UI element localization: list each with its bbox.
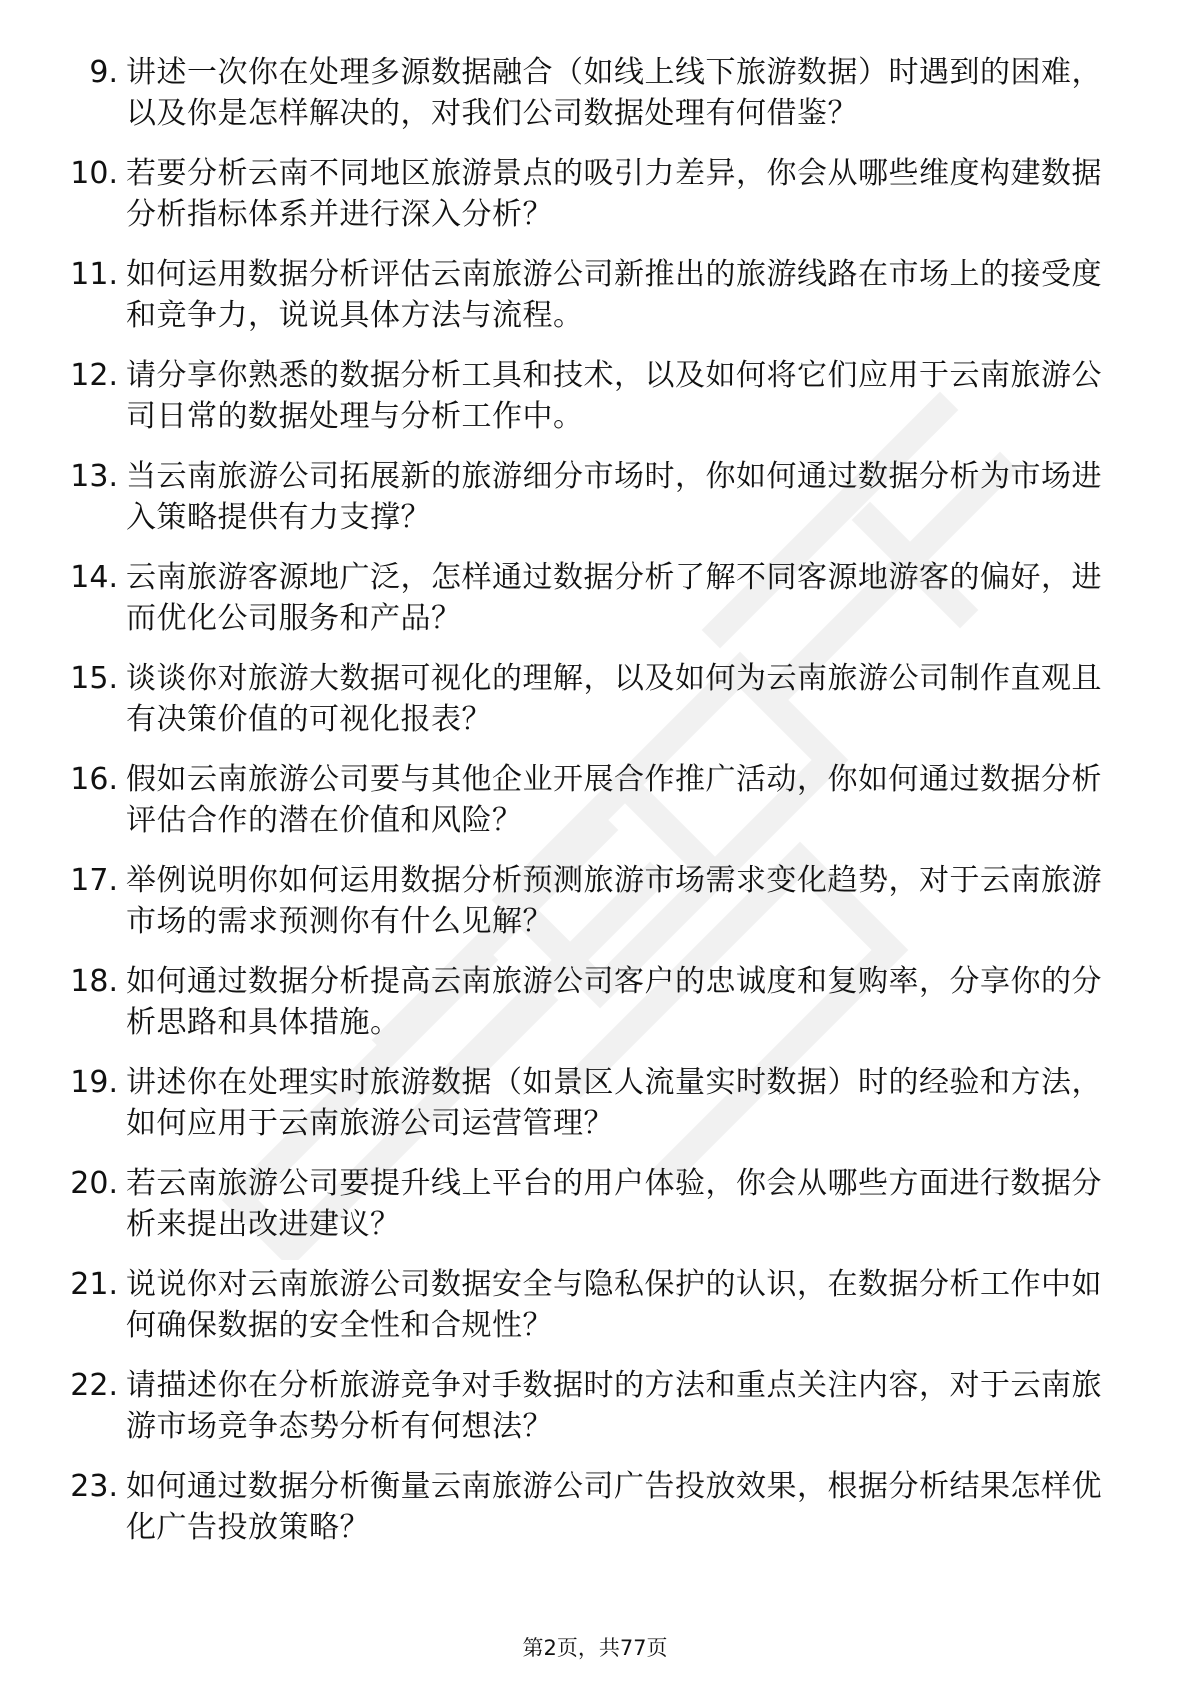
question-number: 21.: [70, 1267, 118, 1302]
question-number: 16.: [70, 762, 118, 797]
question-number: 19.: [70, 1065, 118, 1100]
page-footer: [0, 1634, 1190, 1662]
question-item: [60, 1365, 1120, 1466]
question-text: 举例说明你如何运用数据分析预测旅游市场需求变化趋势，对于云南旅游市场的需求预测你有什么见解？: [126, 863, 1102, 939]
question-list: [60, 52, 1120, 1567]
question-text: 讲述一次你在处理多源数据融合（如线上线下旅游数据）时遇到的困难，以及你是怎样解决的，对我们公司数据处理有何借鉴？: [126, 55, 1102, 131]
question-text: 如何通过数据分析衡量云南旅游公司广告投放效果，根据分析结果怎样优化广告投放策略？: [126, 1469, 1102, 1545]
question-text: 请描述你在分析旅游竞争对手数据时的方法和重点关注内容，对于云南旅游市场竞争态势分析有何想法？: [126, 1368, 1102, 1444]
question-number: 14.: [70, 560, 118, 595]
question-text: 若要分析云南不同地区旅游景点的吸引力差异，你会从哪些维度构建数据分析指标体系并进行深入分析？: [126, 156, 1102, 232]
question-item: [60, 961, 1120, 1062]
question-item: [60, 52, 1120, 153]
question-text: 当云南旅游公司拓展新的旅游细分市场时，你如何通过数据分析为市场进入策略提供有力支撑？: [126, 459, 1102, 535]
question-item: [60, 860, 1120, 961]
question-item: [60, 658, 1120, 759]
question-text: 讲述你在处理实时旅游数据（如景区人流量实时数据）时的经验和方法，如何应用于云南旅游公司运营管理？: [126, 1065, 1102, 1141]
question-number: 15.: [70, 661, 118, 696]
question-text: 若云南旅游公司要提升线上平台的用户体验，你会从哪些方面进行数据分析来提出改进建议？: [126, 1166, 1102, 1242]
question-text: 云南旅游客源地广泛，怎样通过数据分析了解不同客源地游客的偏好，进而优化公司服务和产品？: [126, 560, 1102, 636]
question-item: [60, 1466, 1120, 1567]
question-text: 谈谈你对旅游大数据可视化的理解，以及如何为云南旅游公司制作直观且有决策价值的可视化报表？: [126, 661, 1102, 737]
question-number: 10.: [70, 156, 118, 191]
question-text: 请分享你熟悉的数据分析工具和技术，以及如何将它们应用于云南旅游公司日常的数据处理与分析工作中。: [126, 358, 1102, 434]
question-number: 20.: [70, 1166, 118, 1201]
question-text: 说说你对云南旅游公司数据安全与隐私保护的认识，在数据分析工作中如何确保数据的安全性和合规性？: [126, 1267, 1102, 1343]
question-item: [60, 759, 1120, 860]
question-text: 如何运用数据分析评估云南旅游公司新推出的旅游线路在市场上的接受度和竞争力，说说具体方法与流程。: [126, 257, 1102, 333]
question-number: 13.: [70, 459, 118, 494]
question-item: [60, 1163, 1120, 1264]
question-number: 11.: [70, 257, 118, 292]
question-text: 如何通过数据分析提高云南旅游公司客户的忠诚度和复购率，分享你的分析思路和具体措施。: [126, 964, 1102, 1040]
question-number: 9.: [89, 55, 118, 90]
question-number: 18.: [70, 964, 118, 999]
question-number: 23.: [70, 1469, 118, 1504]
question-number: 12.: [70, 358, 118, 393]
page-number-label: 第2页，共77页: [522, 1636, 668, 1660]
question-item: [60, 1062, 1120, 1163]
question-item: [60, 355, 1120, 456]
question-text: 假如云南旅游公司要与其他企业开展合作推广活动，你如何通过数据分析评估合作的潜在价值和风险？: [126, 762, 1102, 838]
question-item: [60, 153, 1120, 254]
question-item: [60, 1264, 1120, 1365]
question-item: [60, 456, 1120, 557]
question-item: [60, 254, 1120, 355]
question-item: [60, 557, 1120, 658]
question-number: 22.: [70, 1368, 118, 1403]
question-number: 17.: [70, 863, 118, 898]
